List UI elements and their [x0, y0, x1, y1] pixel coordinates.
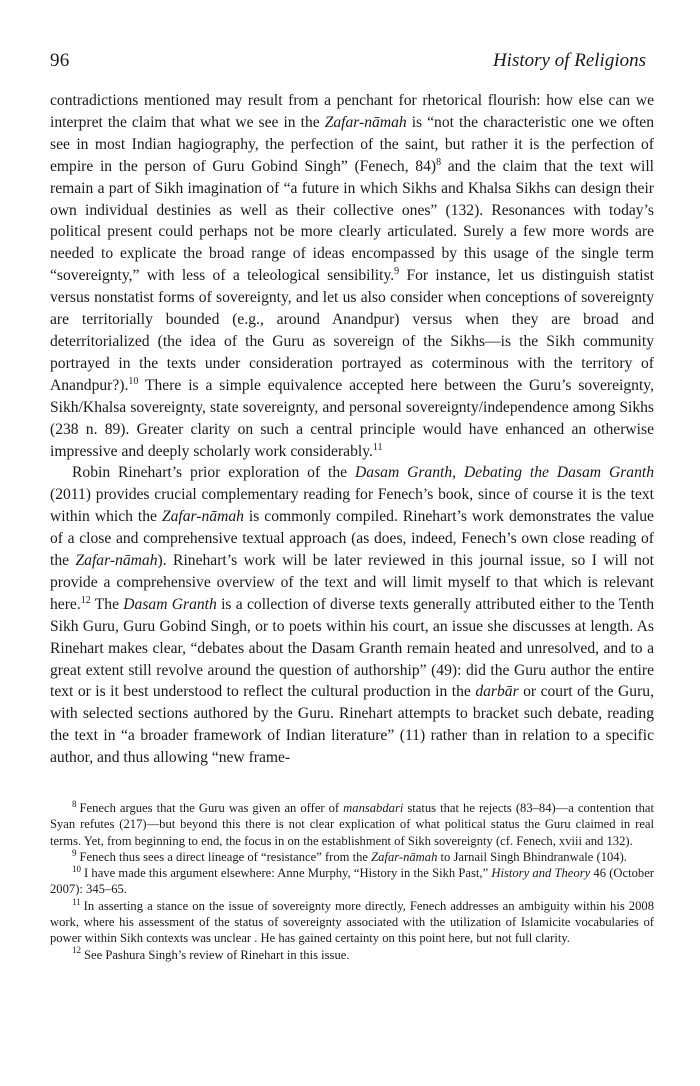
text-run: For instance, let us distinguish statist versus nonstatist forms of sovereignty, and let us also consider when conceptions of sovereignty are territorially bounded (e.g., around Anandpur) versus when they are broad and deterritorialized (the idea of the Guru as sovereign of the Sikhs—is the Sikh community portrayed in the texts under consideration portrayed as coterminous with the territory of Anandpur?). — [50, 267, 654, 394]
paragraph-1 — [50, 90, 654, 462]
text-run: Robin Rinehart’s prior exploration of the — [72, 464, 356, 482]
text-run: status that he rejects (83–84)—a contention that Syan refutes (217)—but beyond this there is not clear explication of what political status the Guru claimed in real terms. Yet, from beginning to end, the focus in on the establishment of Sikh sovereignty (cf. Fenech, xviii and 132). — [50, 801, 655, 848]
text-run: Fenech argues that the Guru was given an offer of — [79, 801, 344, 815]
body-text — [50, 90, 654, 769]
text-run: , — [452, 464, 464, 482]
footnote-11 — [50, 898, 654, 947]
text-run: to Jarnail Singh Bhindranwale (104). — [437, 849, 627, 864]
text-run: is “not the characteristic one we often see in most Indian hagiography, the perfection of the saint, but rather it is the perfection of empire in the person of Guru Gobind Singh” (Fenech, 84) — [50, 113, 654, 175]
italic-term: mansabdari — [343, 801, 404, 815]
text-run: (2011) provides crucial complementary reading for Fenech’s book, since of course it is the text within which the — [50, 486, 654, 526]
footnote-ref-12[interactable]: 12 — [80, 594, 91, 606]
italic-title: Debating the Dasam Granth — [463, 464, 655, 482]
footnote-number: 9 — [72, 847, 77, 858]
footnote-ref-11[interactable]: 11 — [372, 441, 383, 453]
footnote-ref-10[interactable]: 10 — [128, 375, 139, 387]
paragraph-2 — [50, 462, 654, 769]
text-run: is commonly compiled. Rinehart’s work demonstrates the value of a close and comprehensive textual approach (as does, indeed, Fenech’s own close reading of the — [50, 508, 654, 570]
footnote-ref-9[interactable]: 9 — [394, 266, 400, 278]
text-run: Fenech thus sees a direct lineage of “resistance” from the — [79, 849, 372, 864]
italic-title: Dasam Granth — [123, 595, 217, 613]
text-run: or court of the Guru, with selected sections authored by the Guru. Rinehart attempts to bracket such debate, reading the text in “a broader framework of Indian literature” (11) rather than in relation to a specific author, and thus allowing “new frame- — [50, 683, 654, 767]
text-run: 46 (October 2007): 345–65. — [50, 866, 654, 897]
italic-title: History and Theory — [491, 866, 591, 881]
footnote-number: 12 — [72, 945, 81, 956]
text-run: In asserting a stance on the issue of sovereignty more directly, Fenech addresses an ambiguity within his 2008 work, where his assessment of the status of sovereignty associated with the utilization of Islamicite vocabularies of power within Sikh contexts was unclear . He has gained certainty on this point here, but not full clarity. — [50, 898, 654, 946]
page-number: 96 — [50, 50, 70, 71]
footnotes — [50, 800, 654, 963]
footnote-number: 10 — [72, 864, 81, 874]
text-run: The — [90, 595, 124, 613]
footnote-8 — [50, 800, 654, 849]
text-run: is a collection of diverse texts generally attributed either to the Tenth Sikh Guru, Guru Gobind Singh, or to poets within his court, an issue she discusses at length. As Rinehart makes clear, “debates about the Dasam Granth remain heated and unresolved, and to a great extent still revolve around the question of authorship” (49): did the Guru author the entire text or is it best understood to reflect the cultural production in the — [50, 595, 654, 701]
italic-title: Zafar-nāmah — [161, 508, 244, 526]
text-run: I have made this argument elsewhere: Anne Murphy, “History in the Sikh Past,” — [84, 866, 492, 881]
footnote-10 — [50, 865, 654, 898]
text-run: See Pashura Singh’s review of Rinehart in this issue. — [84, 947, 350, 962]
text-run: ). Rinehart’s work will be later reviewed in this journal issue, so I will not provide a comprehensive overview of the text and will limit myself to that which is relevant here. — [50, 552, 654, 613]
italic-title: Zafar-nāmah — [75, 552, 158, 570]
footnote-9 — [50, 849, 654, 865]
text-run: contradictions mentioned may result from a penchant for rhetorical flourish: how else can we interpret the claim that what we see in the — [50, 92, 654, 131]
running-head: History of Religions — [492, 50, 646, 71]
text-run: and the claim that the text will remain a part of Sikh imagination of “a future in which Sikhs and Khalsa Sikhs can design their own individual destinies as well as their collective ones” (132). Resonances with today’s political present could perhaps not be more clearly articulated. Surely a few more words are needed to explicate the broad range of ideas encompassed by this usage of the single term “sovereignty,” with less of a teleological sensibility. — [50, 157, 654, 285]
footnote-12 — [50, 947, 654, 963]
footnote-ref-8[interactable]: 8 — [436, 156, 442, 168]
italic-term: darbār — [475, 683, 519, 701]
italic-title: Dasam Granth — [355, 464, 453, 482]
footnote-number: 11 — [72, 896, 81, 907]
italic-title: Zafar-nāmah — [371, 849, 438, 864]
footnote-number: 8 — [72, 798, 77, 809]
text-run: There is a simple equivalence accepted here between the Guru’s sovereignty, Sikh/Khalsa sovereignty, state sovereignty, and personal sovereignty/independence among Sikhs (238 n. 89). Greater clarity on such a central principle would have enhanced an otherwise impressive and deeply scholarly work considerably. — [50, 376, 654, 460]
italic-title: Zafar-nāmah — [324, 113, 407, 131]
